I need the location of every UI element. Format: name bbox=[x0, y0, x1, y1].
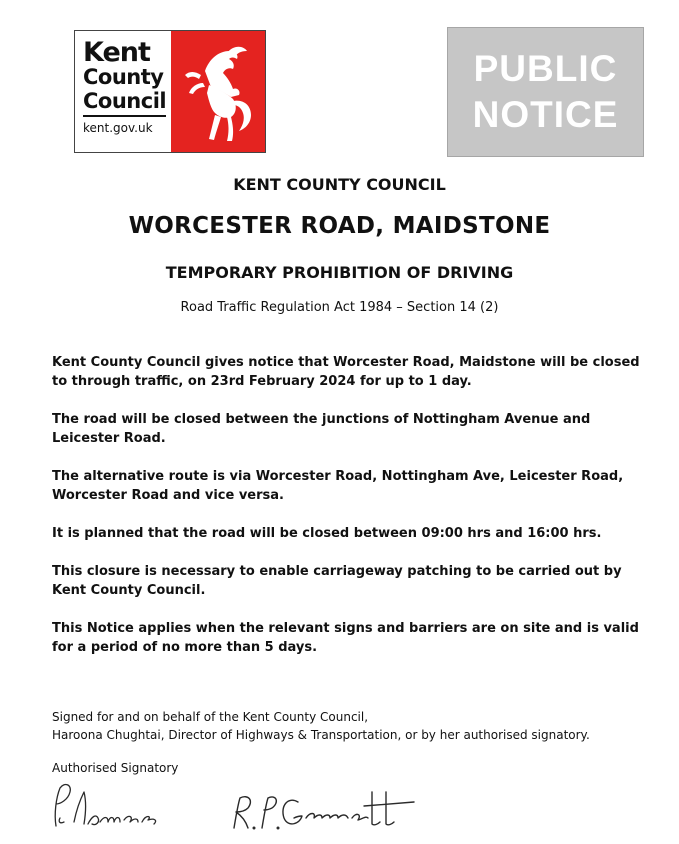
signature-palmer bbox=[50, 778, 165, 834]
white-horse-icon bbox=[171, 31, 265, 152]
logo-line-county: County bbox=[83, 65, 164, 89]
paragraph-validity: This Notice applies when the relevant signs and barriers are on site and is valid for a period of no more than 5 days. bbox=[52, 621, 639, 655]
public-notice-badge bbox=[447, 27, 644, 157]
signature-garrett bbox=[228, 788, 418, 836]
road-title: WORCESTER ROAD, MAIDSTONE bbox=[128, 213, 551, 239]
logo-wordmark bbox=[83, 37, 171, 135]
signoff-line-1: Signed for and on behalf of the Kent County Council, bbox=[52, 710, 369, 724]
paragraph-alternative-route: The alternative route is via Worcester Road, Nottingham Ave, Leicester Road, Worcester Road and vice versa. bbox=[52, 469, 624, 503]
kent-county-council-logo bbox=[74, 30, 266, 153]
notice-badge-line-2: NOTICE bbox=[472, 94, 619, 135]
signoff-line-2: Haroona Chughtai, Director of Highways & Transportation, or by her authorised signatory. bbox=[52, 728, 590, 742]
paragraph-closure: Kent County Council gives notice that Worcester Road, Maidstone will be closed to through traffic, on 23rd February 2024 for up to 1 day. bbox=[52, 355, 640, 389]
logo-url: kent.gov.uk bbox=[83, 121, 153, 135]
authority-heading: KENT COUNTY COUNCIL bbox=[233, 175, 446, 194]
legislation-reference: Road Traffic Regulation Act 1984 – Section 14 (2) bbox=[180, 300, 499, 315]
order-type-heading: TEMPORARY PROHIBITION OF DRIVING bbox=[165, 263, 514, 282]
paragraph-reason: This closure is necessary to enable carriageway patching to be carried out by Kent County Council. bbox=[52, 564, 622, 598]
paragraph-times: It is planned that the road will be closed between 09:00 hrs and 16:00 hrs. bbox=[52, 526, 602, 541]
paragraph-junctions: The road will be closed between the junctions of Nottingham Avenue and Leicester Road. bbox=[52, 412, 591, 446]
signoff-block bbox=[52, 708, 652, 744]
notice-body bbox=[52, 353, 652, 676]
logo-red-panel bbox=[171, 31, 265, 152]
logo-line-council: Council bbox=[83, 89, 166, 117]
notice-badge-line-1: PUBLIC bbox=[473, 48, 618, 89]
authorised-signatory-label: Authorised Signatory bbox=[52, 761, 179, 775]
logo-line-kent: Kent bbox=[83, 37, 150, 68]
